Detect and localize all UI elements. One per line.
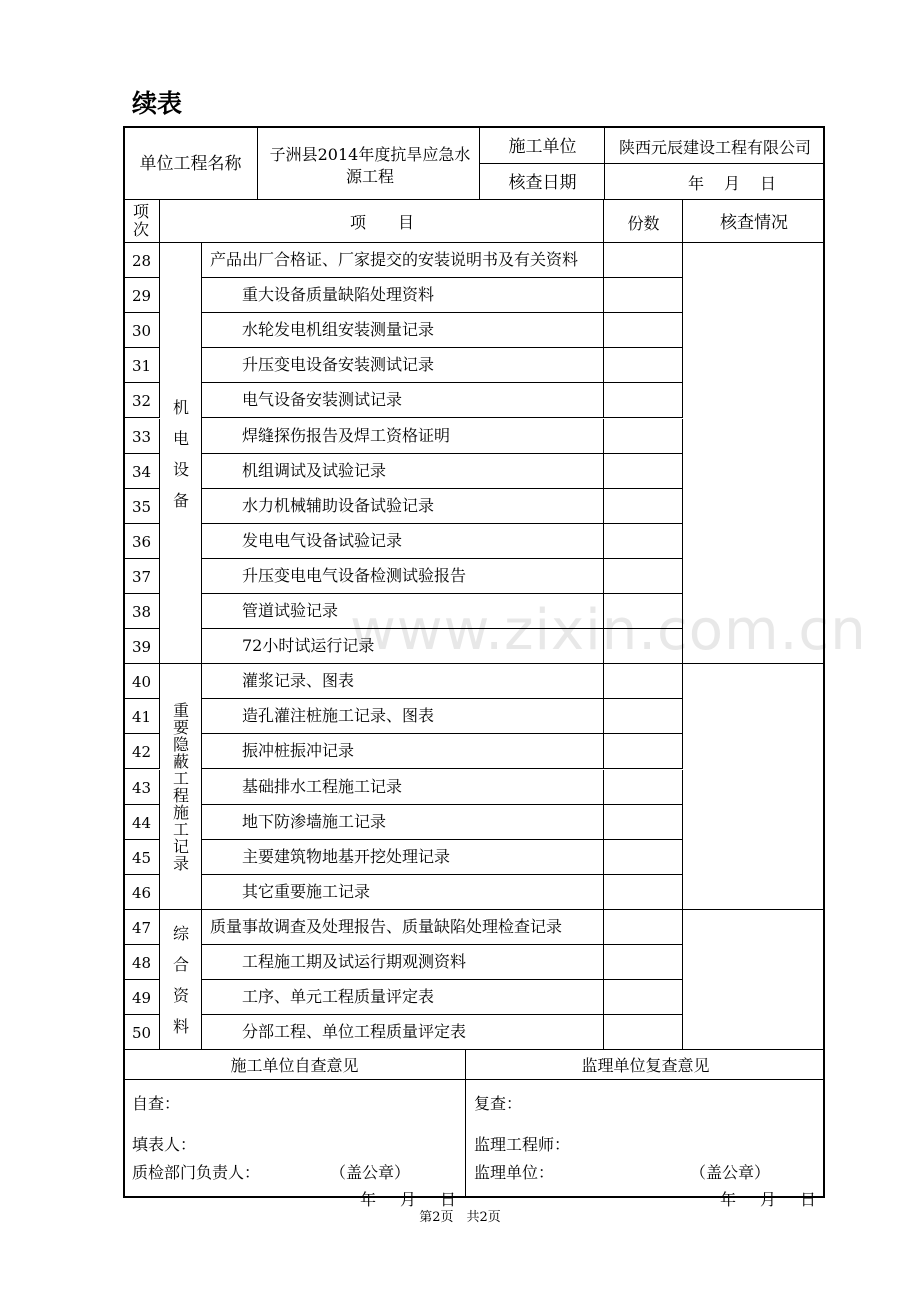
row-number: 29 bbox=[131, 287, 152, 306]
recheck-label: 复查： bbox=[474, 1094, 523, 1114]
watermark: www.zixin.com.cn bbox=[350, 598, 867, 663]
filler-label: 填表人： bbox=[132, 1135, 197, 1155]
row-number: 49 bbox=[131, 989, 152, 1008]
row-copies-cell bbox=[604, 313, 683, 348]
row-item-text: 造孔灌注桩施工记录、图表 bbox=[242, 706, 435, 726]
row-number: 43 bbox=[131, 778, 152, 797]
supervision-unit-label: 监理单位： bbox=[474, 1163, 555, 1183]
right-day: 日 bbox=[800, 1190, 817, 1210]
row-number: 33 bbox=[131, 427, 152, 446]
row-number: 50 bbox=[131, 1024, 152, 1043]
row-item-text: 质量事故调查及处理报告、质量缺陷处理检查记录 bbox=[210, 916, 563, 936]
row-item-text: 工程施工期及试运行期观测资料 bbox=[242, 952, 467, 971]
supervisor-label: 监理工程师： bbox=[474, 1135, 571, 1155]
row-number: 31 bbox=[131, 357, 152, 376]
row-item-text: 发电电气设备试验记录 bbox=[242, 530, 403, 550]
self-check-title: 施工单位自查意见 bbox=[230, 1056, 359, 1076]
qc-head-label: 质检部门负责人： bbox=[132, 1163, 261, 1183]
row-item-text: 焊缝探伤报告及焊工资格证明 bbox=[242, 425, 451, 445]
right-year: 年 bbox=[720, 1190, 737, 1210]
date-day: 日 bbox=[759, 174, 776, 193]
row-copies-cell bbox=[604, 699, 683, 734]
row-copies-cell bbox=[604, 664, 683, 699]
row-item-text: 工序、单元工程质量评定表 bbox=[242, 987, 435, 1007]
row-copies-cell bbox=[604, 524, 683, 559]
row-item-text: 机组调试及试验记录 bbox=[242, 460, 387, 480]
row-number: 39 bbox=[131, 638, 152, 657]
row-item-text: 振冲桩振冲记录 bbox=[242, 741, 355, 761]
row-copies-cell bbox=[604, 348, 683, 383]
row-copies-cell bbox=[604, 945, 683, 980]
self-check-label: 自查： bbox=[132, 1094, 181, 1114]
row-item-text: 升压变电设备安装测试记录 bbox=[242, 355, 435, 375]
row-number: 47 bbox=[131, 918, 152, 937]
row-copies-cell bbox=[604, 840, 683, 875]
right-month: 月 bbox=[760, 1190, 777, 1210]
group-label: 机电设备 bbox=[172, 397, 189, 510]
left-seal-label: （盖公章） bbox=[330, 1163, 411, 1183]
left-day: 日 bbox=[440, 1190, 457, 1210]
row-item-text: 产品出厂合格证、厂家提交的安装说明书及有关资料 bbox=[210, 250, 579, 269]
row-copies-cell bbox=[604, 243, 683, 278]
date-year: 年 bbox=[687, 174, 704, 193]
row-item-text: 重大设备质量缺陷处理资料 bbox=[242, 285, 435, 305]
status-header: 核查情况 bbox=[720, 213, 788, 233]
row-copies-cell bbox=[604, 629, 683, 664]
row-item-text: 电气设备安装测试记录 bbox=[242, 390, 403, 410]
row-number: 42 bbox=[131, 743, 152, 762]
row-item-text: 灌浆记录、图表 bbox=[242, 671, 355, 691]
row-copies-cell bbox=[604, 419, 683, 454]
project-name-value: 子洲县2014年度抗旱应急水源工程 bbox=[269, 145, 471, 186]
left-month: 月 bbox=[400, 1190, 417, 1210]
check-date-value-cell bbox=[605, 164, 825, 200]
page-footer: 第2页 共2页 bbox=[419, 1210, 501, 1225]
row-number: 32 bbox=[131, 392, 152, 411]
row-copies-cell bbox=[604, 805, 683, 840]
row-item-text: 72小时试运行记录 bbox=[242, 636, 375, 656]
row-item-text: 管道试验记录 bbox=[242, 601, 339, 620]
row-number: 46 bbox=[131, 883, 152, 902]
row-number: 41 bbox=[131, 708, 152, 727]
row-copies-cell bbox=[604, 594, 683, 629]
row-item-text: 水力机械辅助设备试验记录 bbox=[242, 495, 435, 515]
row-copies-cell bbox=[604, 770, 683, 805]
row-copies-cell bbox=[604, 383, 683, 418]
row-copies-cell bbox=[604, 875, 683, 910]
row-number: 45 bbox=[131, 848, 152, 867]
group-label: 综合资料 bbox=[172, 924, 189, 1037]
row-number: 48 bbox=[131, 954, 152, 972]
row-copies-cell bbox=[604, 278, 683, 313]
date-month: 月 bbox=[723, 174, 740, 193]
left-year: 年 bbox=[360, 1190, 377, 1210]
group-status-cell bbox=[683, 243, 825, 664]
row-number: 30 bbox=[131, 322, 152, 341]
row-copies-cell bbox=[604, 910, 683, 945]
group-label: 重要隐蔽工程施工记录 bbox=[172, 701, 189, 874]
row-number: 40 bbox=[131, 673, 152, 692]
copies-header: 份数 bbox=[627, 214, 660, 233]
row-item-text: 其它重要施工记录 bbox=[242, 881, 371, 901]
item-header: 项 目 bbox=[349, 213, 414, 232]
row-copies-cell bbox=[604, 734, 683, 769]
row-number: 44 bbox=[131, 813, 152, 832]
index-header: 项次 bbox=[133, 202, 150, 239]
row-copies-cell bbox=[604, 454, 683, 489]
row-number: 37 bbox=[131, 567, 152, 586]
check-date-label: 核查日期 bbox=[508, 173, 577, 193]
right-seal-label: （盖公章） bbox=[690, 1163, 771, 1183]
row-number: 36 bbox=[131, 532, 152, 551]
row-number: 35 bbox=[131, 497, 152, 516]
group-status-cell bbox=[683, 910, 825, 1050]
recheck-title: 监理单位复查意见 bbox=[581, 1056, 710, 1076]
group-status-cell bbox=[683, 664, 825, 910]
row-item-text: 基础排水工程施工记录 bbox=[242, 776, 403, 796]
row-number: 38 bbox=[131, 603, 152, 621]
row-item-text: 地下防渗墙施工记录 bbox=[242, 811, 387, 831]
row-item-text: 分部工程、单位工程质量评定表 bbox=[242, 1022, 467, 1042]
row-item-text: 主要建筑物地基开挖处理记录 bbox=[242, 846, 451, 866]
row-copies-cell bbox=[604, 489, 683, 524]
row-copies-cell bbox=[604, 980, 683, 1015]
contractor-value: 陕西元辰建设工程有限公司 bbox=[618, 138, 811, 157]
row-number: 34 bbox=[131, 462, 152, 481]
project-name-label: 单位工程名称 bbox=[139, 154, 242, 174]
row-number: 28 bbox=[131, 252, 152, 270]
row-item-text: 水轮发电机组安装测量记录 bbox=[242, 320, 435, 340]
row-copies-cell bbox=[604, 559, 683, 594]
page-heading: 续表 bbox=[132, 89, 183, 118]
row-copies-cell bbox=[604, 1015, 683, 1050]
contractor-label: 施工单位 bbox=[508, 137, 577, 157]
row-item-text: 升压变电电气设备检测试验报告 bbox=[242, 565, 467, 585]
